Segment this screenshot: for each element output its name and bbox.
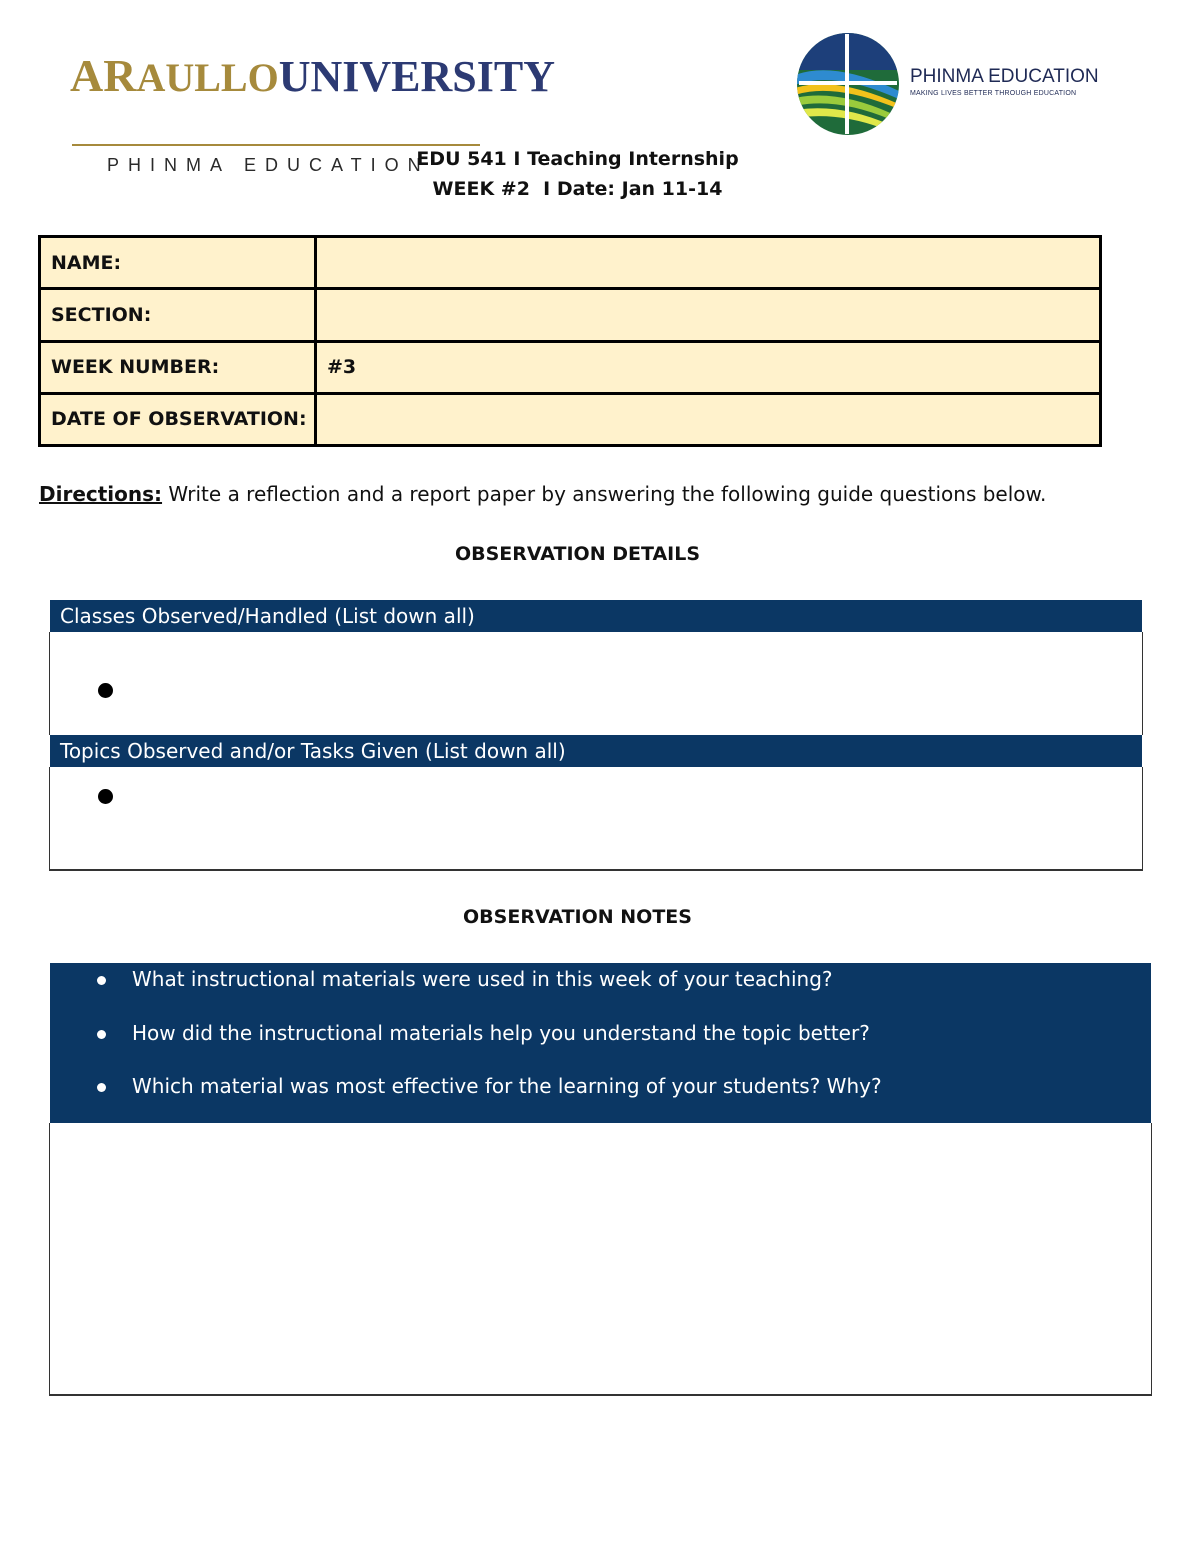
classes-observed-header: Classes Observed/Handled (List down all) xyxy=(50,600,1142,632)
bullet-icon xyxy=(97,1083,106,1092)
observation-notes-answer-field[interactable] xyxy=(49,1123,1152,1396)
bullet-icon xyxy=(97,1030,106,1039)
phinma-tagline: MAKING LIVES BETTER THROUGH EDUCATION xyxy=(910,90,1077,97)
logo-divider xyxy=(72,144,480,146)
table-row xyxy=(40,289,1101,341)
table-row xyxy=(40,237,1101,289)
week-date-title: WEEK #2 I Date: Jan 11-14 xyxy=(432,178,723,200)
bullet-icon xyxy=(98,683,113,698)
name-label: NAME: xyxy=(40,237,316,289)
week-number-field[interactable]: #3 xyxy=(316,341,1101,393)
phinma-education-logo xyxy=(795,30,1099,140)
directions-lead: Directions: xyxy=(39,482,163,506)
directions-text: Write a reflection and a report paper by answering the following guide questions below. xyxy=(162,482,1047,506)
section-label: SECTION: xyxy=(40,289,316,341)
date-of-observation-field[interactable] xyxy=(316,393,1101,445)
guide-question: Which material was most effective for the learning of your students? Why? xyxy=(132,1074,882,1098)
observation-notes-heading: OBSERVATION NOTES xyxy=(463,906,692,928)
course-title: EDU 541 I Teaching Internship xyxy=(416,148,739,170)
name-field[interactable] xyxy=(316,237,1101,289)
section-field[interactable] xyxy=(316,289,1101,341)
week-number-label: WEEK NUMBER: xyxy=(40,341,316,393)
phinma-brand-name: PHINMA EDUCATION xyxy=(910,66,1099,87)
phinma-globe-icon xyxy=(795,30,901,138)
araullo-university-logo xyxy=(70,50,555,175)
topics-observed-header: Topics Observed and/or Tasks Given (List down all) xyxy=(50,735,1142,767)
university-wordmark: ARAULLOUNIVERSITY xyxy=(70,50,555,101)
directions xyxy=(39,482,1046,506)
bullet-icon xyxy=(98,789,113,804)
university-logo-subtitle: PHINMA EDUCATION xyxy=(107,155,430,175)
observation-details-heading: OBSERVATION DETAILS xyxy=(454,543,701,565)
guide-question: How did the instructional materials help you understand the topic better? xyxy=(132,1021,870,1045)
table-row xyxy=(40,341,1101,393)
table-row xyxy=(40,393,1101,445)
bullet-icon xyxy=(97,976,106,985)
guide-questions xyxy=(50,963,1151,1123)
classes-observed-field[interactable] xyxy=(49,632,1143,735)
topics-observed-field[interactable] xyxy=(49,767,1143,871)
student-info-table xyxy=(38,235,1102,447)
guide-question: What instructional materials were used in this week of your teaching? xyxy=(132,967,833,991)
date-of-observation-label: DATE OF OBSERVATION: xyxy=(40,393,316,445)
